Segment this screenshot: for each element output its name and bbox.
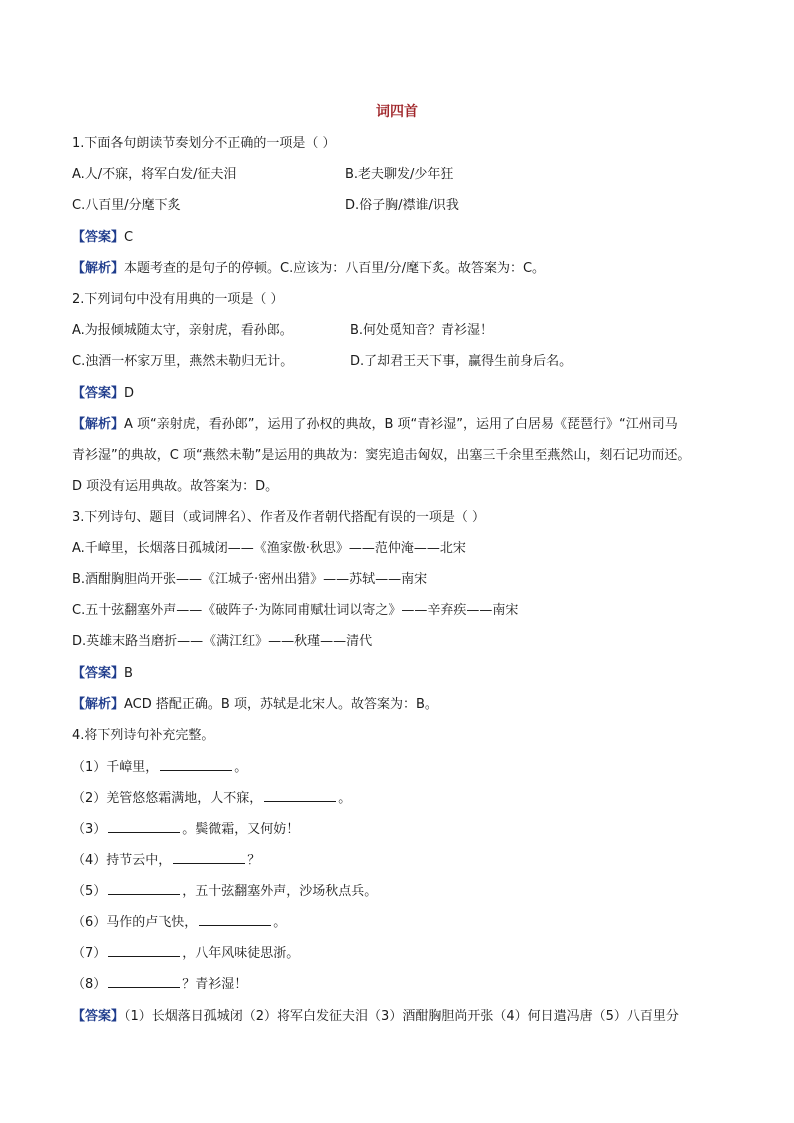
fill-blank: [108, 975, 180, 988]
question-3-analysis: [72, 695, 438, 715]
answer-tag: 【答案】: [72, 230, 125, 245]
question-2-option-d: D.了却君王天下事，赢得生前身后名。: [350, 354, 573, 369]
fill-item-5: （5） ，五十弦翻塞外声，沙场秋点兵。: [72, 884, 378, 899]
question-2-stem: 2.下列词句中没有用典的一项是（ ）: [72, 292, 284, 307]
question-2-option-c: C.浊酒一杯家万里，燕然未勒归无计。: [72, 354, 294, 369]
analysis-tag: 【解析】: [72, 417, 125, 432]
question-1-option-b: B.老夫聊发/少年狂: [345, 167, 454, 182]
fill-blank: [173, 851, 245, 864]
fill-blank: [108, 882, 180, 895]
question-2-option-a: A.为报倾城随太守，亲射虎，看孙郎。: [72, 323, 293, 338]
analysis-text: 本题考查的是句子的停顿。C.应该为：八百里/分/麾下炙。故答案为：C。: [124, 261, 546, 276]
question-3-stem: 3.下列诗句、题目（或词牌名）、作者及作者朝代搭配有误的一项是（ ）: [72, 510, 486, 525]
question-3-option-c: C.五十弦翻塞外声——《破阵子·为陈同甫赋壮词以寄之》——辛弃疾——南宋: [72, 603, 519, 618]
question-1-option-a: A.人/不寐，将军白发/征夫泪: [72, 167, 237, 182]
fill-blank: [264, 789, 336, 802]
fill-blank: [108, 820, 180, 833]
question-2-option-b: B.何处觅知音？青衫湿！: [350, 323, 494, 338]
question-3-option-d: D.英雄末路当磨折——《满江红》——秋瑾——清代: [72, 634, 373, 649]
fill-item-7: （7） ，八年风味徒思浙。: [72, 946, 300, 961]
answer-value: B: [124, 666, 133, 681]
analysis-tag: 【解析】: [72, 697, 125, 712]
question-1-option-d: D.俗子胸/襟谁/识我: [345, 198, 459, 213]
answer-tag: 【答案】: [72, 666, 125, 681]
question-3-option-b: B.酒酣胸胆尚开张——《江城子·密州出猎》——苏轼——南宋: [72, 572, 428, 587]
question-3-option-a: A.千嶂里，长烟落日孤城闭——《渔家傲·秋思》——范仲淹——北宋: [72, 541, 466, 556]
question-2-answer: [72, 384, 134, 404]
answer-tag: 【答案】: [72, 1009, 125, 1024]
question-2-analysis-line-1: [72, 415, 678, 435]
question-1-analysis: [72, 259, 545, 279]
fill-item-6: （6）马作的卢飞快， 。: [72, 915, 287, 930]
question-4-stem: 4.将下列诗句补充完整。: [72, 728, 215, 743]
question-4-answer: [72, 1007, 679, 1027]
fill-item-8: （8） ？青衫湿！: [72, 977, 248, 992]
answer-value: C: [124, 230, 134, 245]
fill-item-3: （3） 。鬓微霜，又何妨！: [72, 822, 300, 837]
fill-item-4: （4）持节云中， ？: [72, 853, 261, 868]
question-3-answer: [72, 664, 133, 684]
page-title: 词四首: [376, 104, 418, 120]
question-1-option-c: C.八百里/分麾下炙: [72, 198, 181, 213]
answer-value: （1）长烟落日孤城闭（2）将军白发征夫泪（3）酒酣胸胆尚开张（4）何日遣冯唐（5）八百里分: [124, 1009, 679, 1024]
question-1-answer: [72, 228, 133, 248]
question-2-analysis-line-2: 青衫湿”的典故，C 项“燕然未勒”是运用的典故为：窦宪追击匈奴，出塞三千余里至燕然山，刻石记功而还。: [72, 448, 691, 463]
analysis-text: A 项“亲射虎，看孙郎”，运用了孙权的典故，B 项“青衫湿”，运用了白居易《琵琶行》“江州司马: [124, 417, 678, 432]
analysis-tag: 【解析】: [72, 261, 125, 276]
fill-item-2: （2）羌管悠悠霜满地，人不寐， 。: [72, 791, 352, 806]
answer-tag: 【答案】: [72, 386, 125, 401]
question-1-stem: 1.下面各句朗读节奏划分不正确的一项是（ ）: [72, 136, 336, 151]
analysis-text: ACD 搭配正确。B 项，苏轼是北宋人。故答案为：B。: [124, 697, 438, 712]
fill-blank: [108, 944, 180, 957]
fill-item-1: （1）千嶂里， 。: [72, 760, 248, 775]
fill-blank: [160, 758, 232, 771]
fill-blank: [199, 913, 271, 926]
answer-value: D: [124, 386, 135, 401]
question-2-analysis-line-3: D 项没有运用典故。故答案为：D。: [72, 479, 279, 494]
